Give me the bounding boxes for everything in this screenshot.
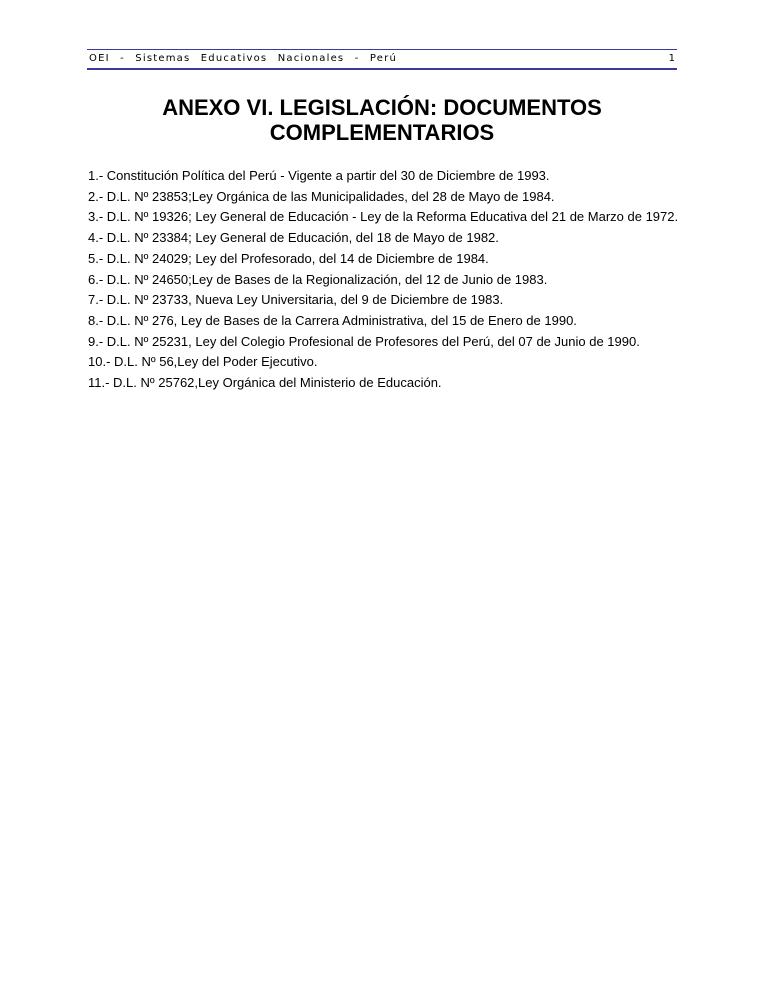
page-title: [87, 95, 677, 145]
list-item: 2.- D.L. Nº 23853;Ley Orgánica de las Municipalidades, del 28 de Mayo de 1984.: [88, 188, 555, 204]
document-list: [88, 166, 688, 394]
page-title-line-1: ANEXO VI. LEGISLACIÓN: DOCUMENTOS: [162, 95, 602, 120]
header-bottom-rule: [87, 68, 677, 70]
list-item: 1.- Constitución Política del Perú - Vigente a partir del 30 de Diciembre de 1993.: [88, 168, 550, 183]
list-item: 3.- D.L. Nº 19326; Ley General de Educación - Ley de la Reforma Educativa del 21 de Marzo de 1972.: [88, 209, 679, 225]
page-title-line-2: COMPLEMENTARIOS: [269, 120, 495, 145]
list-item: 9.- D.L. Nº 25231, Ley del Colegio Profesional de Profesores del Perú, del 07 de Junio de 1990.: [88, 333, 640, 349]
page-number: 1: [668, 53, 675, 64]
header-top-rule: [87, 49, 677, 50]
header-title: OEI - Sistemas Educativos Nacionales - Perú: [89, 53, 397, 64]
page-header: [87, 49, 677, 70]
list-item: 4.- D.L. Nº 23384; Ley General de Educación, del 18 de Mayo de 1982.: [88, 230, 499, 246]
list-item: 5.- D.L. Nº 24029; Ley del Profesorado, del 14 de Diciembre de 1984.: [88, 250, 489, 266]
list-item: 8.- D.L. Nº 276, Ley de Bases de la Carrera Administrativa, del 15 de Enero de 1990.: [88, 312, 577, 328]
list-item: 11.- D.L. Nº 25762,Ley Orgánica del Ministerio de Educación.: [88, 375, 442, 391]
list-item: 6.- D.L. Nº 24650;Ley de Bases de la Regionalización, del 12 de Junio de 1983.: [88, 271, 548, 287]
list-item: 10.- D.L. Nº 56,Ley del Poder Ejecutivo.: [88, 354, 318, 370]
list-item: 7.- D.L. Nº 23733, Nueva Ley Universitaria, del 9 de Diciembre de 1983.: [88, 292, 504, 308]
